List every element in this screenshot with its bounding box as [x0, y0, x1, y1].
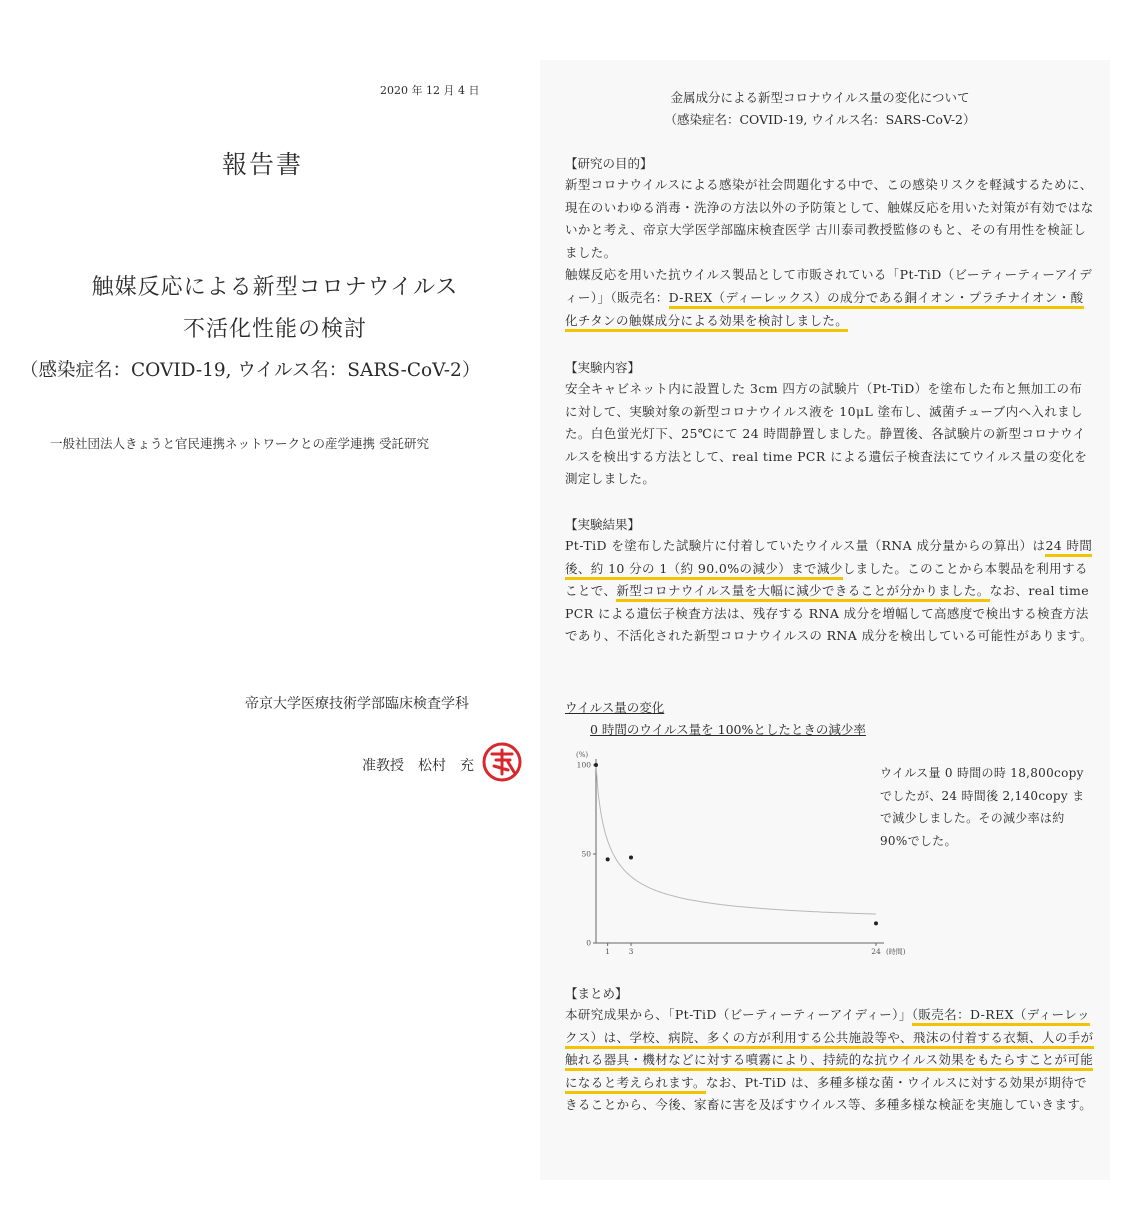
- purpose-paragraph-1: 新型コロナウイルスによる感染が社会問題化する中で、この感染リスクを軽減するために、現在のいわゆる消毒・洗浄の方法以外の予防策として、触媒反応を用いた対策が有効ではないかと考え、帝京大学医学部臨床検査医学 古川泰司教授監修のもと、その有用性を検証しました。: [565, 177, 1094, 260]
- purpose-heading: 【研究の目的】: [565, 156, 653, 171]
- summary-paragraph: [565, 1004, 1095, 1117]
- chart-heading: ウイルス量の変化: [565, 700, 665, 715]
- chart-subtitle: 0 時間のウイルス量を 100%としたときの減少率: [590, 722, 866, 737]
- results-highlight-1: 24 時間後、約 10 分の 1（約 90.0%の減少）まで減少: [565, 538, 1092, 580]
- results-heading: 【実験結果】: [565, 517, 641, 532]
- y-tick-label: 50: [581, 849, 591, 859]
- right-page: [540, 60, 1110, 1180]
- report-title: 報告書: [222, 150, 304, 179]
- results-text-a: Pt-TiD を塗布した試験片に付着していたウイルス量（RNA 成分量からの算出）は: [565, 538, 1046, 553]
- x-tick-label: 1: [605, 947, 611, 956]
- experiment-paragraph: 安全キャビネット内に設置した 3cm 四方の試験片（Pt-TiD）を塗布した布と無加工の布に対して、実験対象の新型コロナウイルス液を 10μL 塗布し、滅菌チューブ内へ入れました。白色蛍光灯下、25℃にて 24 時間静置しました。静置後、各試験片の新型コロナウイルスを検出する方法として、real time PCR による遺伝子検査法にてウイルス量の変化を測定しました。: [565, 381, 1088, 487]
- main-title-line-1: 触媒反応による新型コロナウイルス: [91, 275, 459, 300]
- decay-curve: [596, 765, 876, 914]
- x-tick-label: 24: [871, 947, 881, 956]
- experiment-heading: 【実験内容】: [565, 360, 641, 375]
- purpose-p2-text: 触媒反応を用いた抗ウイルス製品として市販されている「Pt-TiD（ビーティーティーアイディー）」（販売名：: [565, 267, 1093, 305]
- main-subtitle: （感染症名：COVID-19, ウイルス名：SARS-CoV-2）: [20, 360, 481, 381]
- report-date: 2020 年 12 月 4 日: [380, 84, 480, 97]
- virus-decay-chart: [560, 743, 906, 968]
- right-header-line-2: （感染症名：COVID-19, ウイルス名：SARS-CoV-2）: [664, 112, 976, 127]
- organization-line: 一般社団法人きょうと官民連携ネットワークとの産学連携 受託研究: [50, 436, 429, 451]
- seal-stamp-icon: [482, 742, 522, 782]
- data-point: [874, 921, 878, 925]
- results-section: [565, 515, 1095, 648]
- main-title-line-2: 不活化性能の検討: [182, 317, 367, 342]
- results-text-e: なお、real time PCR による遺伝子検査方法は、残存する RNA 成分を増幅して高感度で検出する検査方法であり、不活化された新型コロナウイルスの RNA 成分を検出している可能性があります。: [565, 583, 1093, 644]
- summary-section: [565, 984, 1095, 1117]
- summary-text-a: 本研究成果から、「Pt-TiD（ビーティーティーアイディー）」: [565, 1007, 912, 1022]
- data-point: [629, 856, 633, 860]
- y-axis-label: (%): [576, 751, 589, 759]
- department-name: 帝京大学医療技術学部臨床検査学科: [245, 696, 469, 712]
- x-axis-label: (時間): [886, 948, 906, 956]
- summary-heading: 【まとめ】: [565, 986, 628, 1001]
- summary-highlight: （販売名：D-REX（ディーレックス）は、学校、病院、多くの方が利用する公共施設等や、飛沫の付着する衣類、人の手が触れる器具・機材などに対する噴霧により、持続的な抗ウイルス効果をもたらすことが可能になると考えられます。: [565, 1007, 1094, 1094]
- results-text-c: しました。このことから本製品を利用することで、: [565, 560, 1088, 599]
- summary-text-c: なお、Pt-TiD は、多種多様な菌・ウイルスに対する効果が期待できることから、今後、家畜に害を及ぼすウイルス等、多種多様な検証を実施していきます。: [565, 1074, 1093, 1113]
- chart-note: ウイルス量 0 時間の時 18,800copy でしたが、24 時間後 2,140copy まで減少しました。その減少率は約 90%でした。: [880, 766, 1085, 848]
- data-point: [606, 857, 610, 861]
- results-highlight-2: 新型コロナウイルス量を大幅に減少できることが分かりました。: [616, 583, 989, 602]
- y-tick-label: 0: [586, 938, 591, 948]
- purpose-highlight: D-REX（ディーレックス）の成分である銅イオン・プラチナイオン・酸化チタンの触媒成分による効果を検討しました。: [565, 290, 1084, 332]
- results-paragraph: [565, 535, 1095, 648]
- author-name: 准教授 松村 充: [362, 758, 474, 774]
- right-header-line-1: 金属成分による新型コロナウイルス量の変化について: [670, 90, 970, 105]
- data-point: [594, 763, 598, 767]
- purpose-section: [565, 154, 1095, 332]
- x-tick-label: 3: [628, 947, 634, 956]
- experiment-section: [565, 358, 1095, 491]
- purpose-paragraph-2: [565, 264, 1095, 332]
- y-tick-label: 100: [576, 760, 591, 770]
- left-page: [0, 0, 540, 1213]
